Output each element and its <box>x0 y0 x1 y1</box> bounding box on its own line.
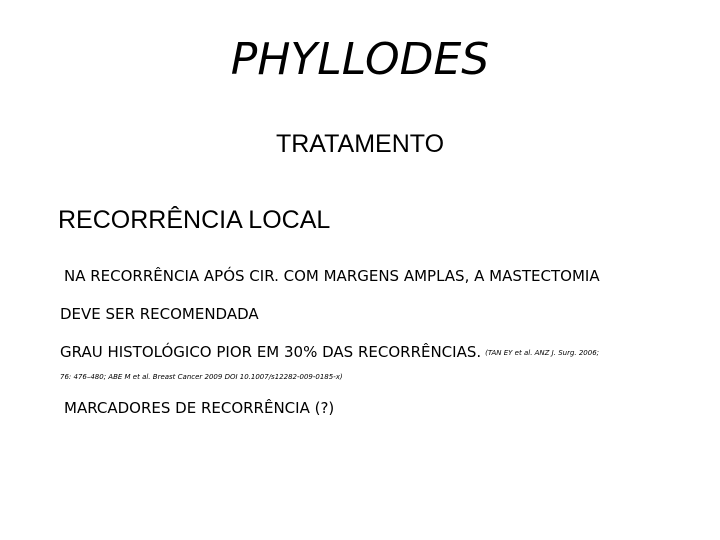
histologic-grade-text: GRAU HISTOLÓGICO PIOR EM 30% DAS RECORRÊNCIAS. <box>60 343 482 361</box>
slide-title: PHYLLODES <box>230 34 490 85</box>
bullet-line-recommended: DEVE SER RECOMENDADA <box>60 305 259 323</box>
bullet-line-markers: MARCADORES DE RECORRÊNCIA (?) <box>64 399 335 417</box>
reference-citation-part2: 76: 476–480; ABE M et al. Breast Cancer 2009 DOI 10.1007/s12282-009-0185-x) <box>60 373 343 381</box>
section-heading: RECORRÊNCIA LOCAL <box>58 206 331 234</box>
slide-subtitle: TRATAMENTO <box>275 130 445 158</box>
bullet-line-histologic-grade <box>60 342 599 363</box>
bullet-line-mastectomy: NA RECORRÊNCIA APÓS CIR. COM MARGENS AMPLAS, A MASTECTOMIA <box>64 267 600 285</box>
reference-citation-part1: (TAN EY et al. ANZ J. Surg. 2006; <box>485 349 600 357</box>
